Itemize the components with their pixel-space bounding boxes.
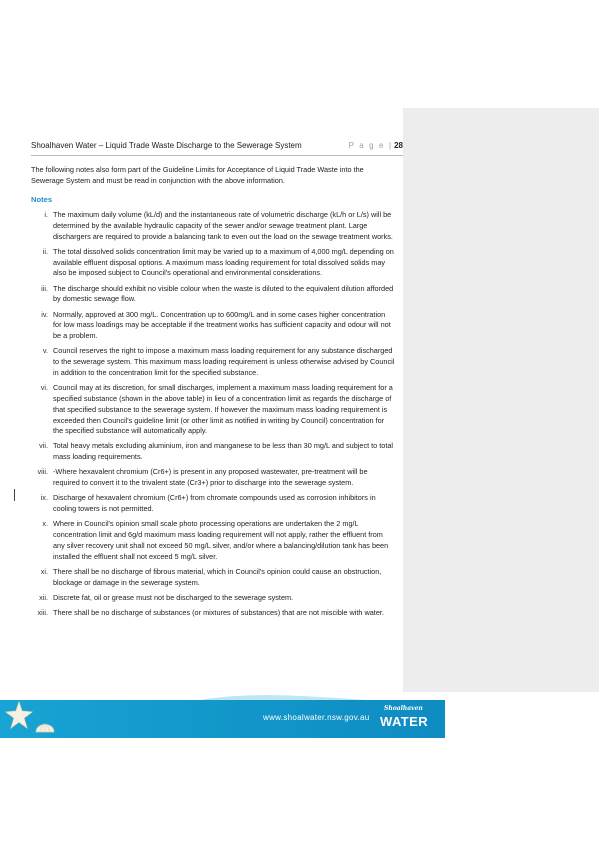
note-item xyxy=(31,493,395,515)
note-text: There shall be no discharge of substances (or mixtures of substances) that are not miscible with water. xyxy=(53,608,384,618)
note-text: Discharge of hexavalent chromium (Cr6+) from chromate compounds used as corrosion inhibitors in cooling towers is not permitted. xyxy=(53,493,376,514)
page-header xyxy=(31,138,403,156)
note-number: x. xyxy=(42,519,48,529)
note-item xyxy=(31,310,395,342)
note-text: -Where hexavalent chromium (Cr6+) is present in any proposed wastewater, pre-treatment will be required to convert it to the trivalent state (Cr3+) prior to discharge into the sewerage system. xyxy=(53,467,368,488)
shell-icon xyxy=(34,716,56,734)
note-text: Normally, approved at 300 mg/L. Concentration up to 600mg/L and in some cases higher concentration for low mass loadings may be acceptable if the treatment works has sufficient capacity and odour will not be a problem. xyxy=(53,309,391,341)
note-number: i. xyxy=(44,210,48,219)
note-text: Council reserves the right to impose a maximum mass loading requirement for any substance discharged to the sewerage system. This maximum mass loading requirement is unless otherwise advised by Council in addition to the concentration limit for the specified substance. xyxy=(53,346,395,377)
page-number: 28 xyxy=(394,140,403,150)
note-text: The maximum daily volume (kL/d) and the instantaneous rate of volumetric discharge (kL/h or L/s) will be determined by the available hydraulic capacity of the sewer and/or sewage treatment plant. Large dischargers are required to provide a balancing tank to even out the load on the sewage treatment works. xyxy=(53,210,393,241)
note-number: iii. xyxy=(41,283,48,293)
footer-website-link[interactable]: www.shoalwater.nsw.gov.au xyxy=(263,713,370,722)
footer-band xyxy=(0,700,445,738)
note-number: vi. xyxy=(40,383,48,393)
note-item xyxy=(31,608,395,619)
note-number: v. xyxy=(42,346,48,356)
shoalhaven-water-logo xyxy=(380,705,438,733)
note-number: viii. xyxy=(37,467,48,477)
header-separator: | xyxy=(389,140,392,150)
note-number: vii. xyxy=(39,441,48,451)
note-item xyxy=(31,383,395,437)
note-number: xi. xyxy=(40,567,48,577)
note-number: xiii. xyxy=(37,608,48,618)
note-number: xii. xyxy=(39,593,48,602)
note-text: Where in Council's opinion small scale photo processing operations are undertaken the 2 mg/L concentration limit and 6g/d maximum mass loading requirement will not apply, rather the effluent from any silver recovery unit shall not exceed 50 mg/L silver, and/or where a balancing/dilution tank has been installed the effluent shall not exceed 5 mg/L silver. xyxy=(53,519,389,561)
starfish-icon xyxy=(4,700,34,730)
note-text: Discrete fat, oil or grease must not be discharged to the sewerage system. xyxy=(53,593,294,602)
note-text: Council may at its discretion, for small discharges, implement a maximum mass loading requirement for a specified substance (shown in the above table) in lieu of a concentration limit as regards the discharge of that specified substance to the sewerage system. If however the maximum mass loading requirement is exceeded then Council's guideline limit (or other limit as notified in writing by Council) concentration for the specified substance will automatically apply. xyxy=(53,383,393,436)
note-text: Total heavy metals excluding aluminium, iron and manganese to be less than 30 mg/L and subject to total mass loading requirements. xyxy=(53,441,394,462)
note-item xyxy=(31,346,395,378)
page-label: P a g e xyxy=(348,140,386,150)
logo-word-text: WATER xyxy=(380,714,428,729)
comment-pane xyxy=(403,108,599,692)
revision-change-bar xyxy=(14,489,15,501)
note-text: The total dissolved solids concentration limit may be varied up to a maximum of 4,000 mg/L depending on available effluent disposal options. A maximum mass loading requirement for total dissolved solids may also be imposed subject to Council's operational and environmental considerations. xyxy=(53,246,394,278)
note-number: ii. xyxy=(42,246,48,256)
note-item xyxy=(31,519,395,562)
note-item xyxy=(31,567,395,589)
note-text: There shall be no discharge of fibrous material, which in Council's opinion could cause an obstruction, blockage or damage in the sewerage system. xyxy=(53,567,382,587)
intro-paragraph: The following notes also form part of the Guideline Limits for Acceptance of Liquid Trade Waste into the Sewerage System and must be read in conjunction with the above information. xyxy=(31,165,364,185)
note-item xyxy=(31,593,395,604)
note-item xyxy=(31,284,395,306)
note-item xyxy=(31,247,395,279)
note-number: iv. xyxy=(41,309,48,319)
header-title: Shoalhaven Water – Liquid Trade Waste Discharge to the Sewerage System xyxy=(31,140,302,150)
logo-script-text: Shoalhaven xyxy=(384,705,423,712)
notes-heading: Notes xyxy=(31,195,53,204)
note-text: The discharge should exhibit no visible colour when the waste is diluted to the equivalent dilution afforded by domestic sewage flow. xyxy=(53,283,394,304)
note-item xyxy=(31,441,395,463)
note-item xyxy=(31,210,395,242)
note-number: ix. xyxy=(40,493,48,503)
notes-list xyxy=(31,210,395,623)
note-item xyxy=(31,467,395,489)
